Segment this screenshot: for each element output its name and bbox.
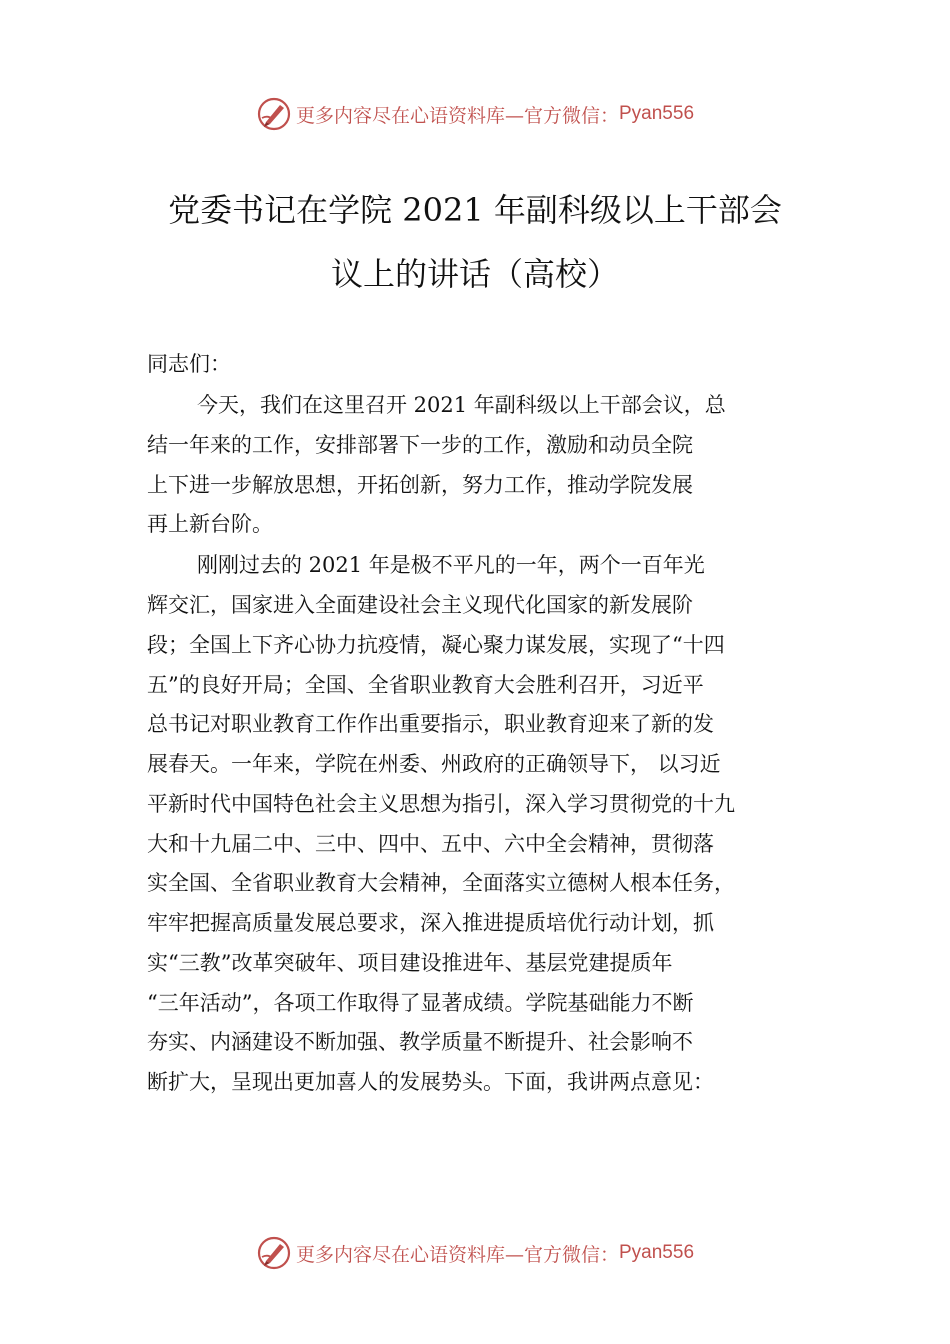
body-line: 再上新台阶。	[147, 512, 273, 536]
body-line: 刚刚过去的 2021 年是极不平凡的一年，两个一百年光	[197, 553, 705, 577]
document-title-line-2: 议上的讲话（高校）	[330, 255, 619, 293]
body-line: 夯实、内涵建设不断加强、教学质量不断提升、社会影响不	[147, 1030, 693, 1054]
body-line: 实“三教”改革突破年、项目建设推进年、基层党建提质年	[147, 951, 673, 975]
body-line: 总书记对职业教育工作作出重要指示，职业教育迎来了新的发	[147, 712, 714, 736]
body-line: 大和十九届二中、三中、四中、五中、六中全会精神，贯彻落	[147, 832, 714, 856]
footer-banner	[0, 1233, 950, 1273]
document-title-line-1: 党委书记在学院 2021 年副科级以上干部会	[168, 191, 782, 229]
banner-text: 更多内容尽在心语资料库—官方微信：	[295, 104, 619, 127]
banner-text: 更多内容尽在心语资料库—官方微信：	[295, 1243, 619, 1266]
body-line: 五”的良好开局；全国、全省职业教育大会胜利召开，习近平	[147, 673, 704, 697]
header-banner	[0, 94, 950, 134]
body-line: 今天，我们在这里召开 2021 年副科级以上干部会议，总	[197, 393, 726, 417]
body-line: 上下进一步解放思想，开拓创新，努力工作，推动学院发展	[147, 473, 693, 497]
body-line: 展春天。一年来，学院在州委、州政府的正确领导下， 以习近	[147, 752, 721, 776]
body-line: 段；全国上下齐心协力抗疫情，凝心聚力谋发展，实现了“十四	[147, 633, 725, 657]
body-line: 实全国、全省职业教育大会精神，全面落实立德树人根本任务，	[147, 871, 735, 895]
body-line: 断扩大，呈现出更加喜人的发展势头。下面，我讲两点意见：	[147, 1070, 714, 1094]
writing-logo-icon	[256, 1235, 292, 1271]
body-line: 辉交汇，国家进入全面建设社会主义现代化国家的新发展阶	[147, 593, 693, 617]
writing-logo-icon	[256, 96, 292, 132]
body-line: “三年活动”，各项工作取得了显著成绩。学院基础能力不断	[147, 991, 694, 1015]
body-line: 牢牢把握高质量发展总要求，深入推进提质培优行动计划，抓	[147, 911, 714, 935]
body-line: 平新时代中国特色社会主义思想为指引，深入学习贯彻党的十九	[147, 792, 735, 816]
wechat-id: Pyan556	[619, 1242, 695, 1263]
body-line: 结一年来的工作，安排部署下一步的工作，激励和动员全院	[147, 433, 693, 457]
wechat-id: Pyan556	[619, 103, 695, 124]
salutation: 同志们：	[147, 352, 231, 376]
